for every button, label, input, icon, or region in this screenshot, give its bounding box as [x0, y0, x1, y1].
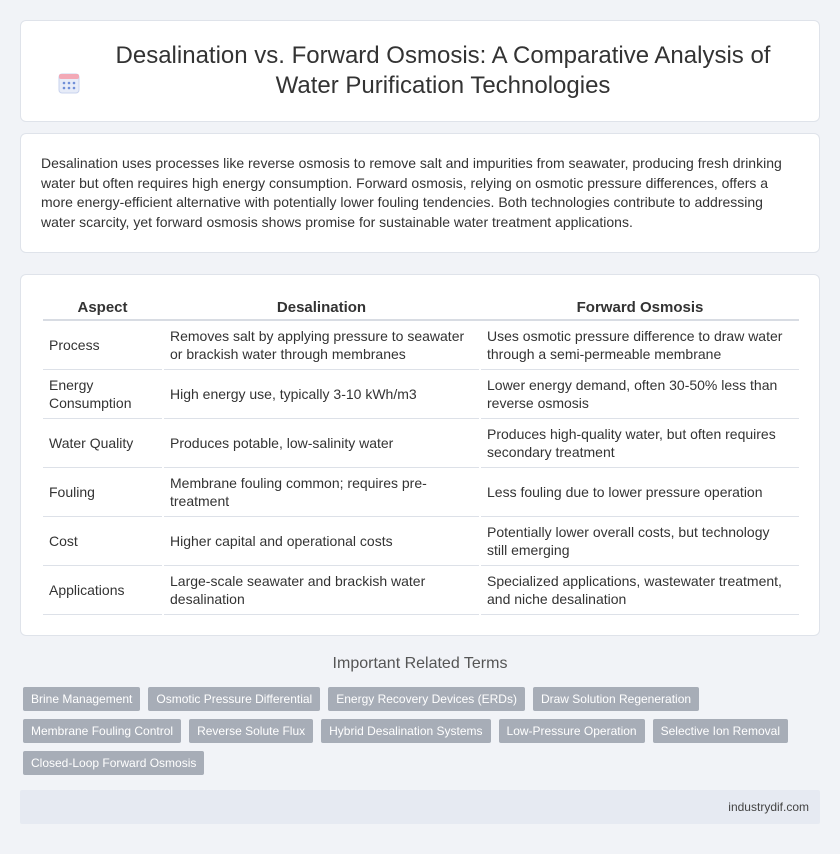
table-row [43, 467, 799, 516]
cell-forward-osmosis: Produces high-quality water, but often requires secondary treatment [480, 418, 799, 467]
cell-aspect: Cost [43, 516, 163, 565]
cell-desalination: Produces potable, low-salinity water [163, 418, 480, 467]
cell-forward-osmosis: Uses osmotic pressure difference to draw water through a semi-permeable membrane [480, 320, 799, 369]
cell-aspect: Energy Consumption [43, 369, 163, 418]
comparison-table-card [20, 274, 820, 636]
related-term-tag[interactable]: Selective Ion Removal [653, 719, 788, 743]
cell-forward-osmosis: Specialized applications, wastewater treatment, and niche desalination [480, 565, 799, 614]
title-wrap [40, 41, 800, 101]
calendar-grid-icon [57, 71, 81, 95]
footer-site-link[interactable]: industrydif.com [728, 800, 809, 814]
table-header-row [43, 295, 799, 320]
cell-desalination: Large-scale seawater and brackish water desalination [163, 565, 480, 614]
cell-aspect: Applications [43, 565, 163, 614]
cell-forward-osmosis: Less fouling due to lower pressure operation [480, 467, 799, 516]
cell-desalination: High energy use, typically 3-10 kWh/m3 [163, 369, 480, 418]
related-term-tag[interactable]: Reverse Solute Flux [189, 719, 313, 743]
related-term-tag[interactable]: Draw Solution Regeneration [533, 687, 699, 711]
cell-desalination: Removes salt by applying pressure to seawater or brackish water through membranes [163, 320, 480, 369]
intro-card [20, 133, 820, 253]
table-row [43, 565, 799, 614]
table-row [43, 418, 799, 467]
cell-forward-osmosis: Potentially lower overall costs, but technology still emerging [480, 516, 799, 565]
related-term-tag[interactable]: Brine Management [23, 687, 140, 711]
related-term-tag[interactable]: Low-Pressure Operation [499, 719, 645, 743]
cell-desalination: Membrane fouling common; requires pre-treatment [163, 467, 480, 516]
related-terms-heading: Important Related Terms [332, 655, 508, 672]
comparison-table [43, 295, 799, 615]
page-title: Desalination vs. Forward Osmosis: A Comparative Analysis of Water Purification Technologies [115, 42, 771, 99]
related-term-tag[interactable]: Hybrid Desalination Systems [321, 719, 490, 743]
related-term-tag[interactable]: Energy Recovery Devices (ERDs) [328, 687, 525, 711]
header-forward-osmosis: Forward Osmosis [480, 295, 799, 320]
cell-aspect: Water Quality [43, 418, 163, 467]
cell-forward-osmosis: Lower energy demand, often 30-50% less than reverse osmosis [480, 369, 799, 418]
related-term-tag[interactable]: Closed-Loop Forward Osmosis [23, 751, 204, 775]
table-row [43, 369, 799, 418]
cell-aspect: Fouling [43, 467, 163, 516]
cell-aspect: Process [43, 320, 163, 369]
table-row [43, 516, 799, 565]
footer-bar [20, 790, 820, 824]
related-term-tag[interactable]: Osmotic Pressure Differential [148, 687, 320, 711]
header-aspect: Aspect [43, 295, 163, 320]
cell-desalination: Higher capital and operational costs [163, 516, 480, 565]
table-row [43, 320, 799, 369]
related-term-tag[interactable]: Membrane Fouling Control [23, 719, 181, 743]
title-card [20, 20, 820, 122]
intro-paragraph: Desalination uses processes like reverse osmosis to remove salt and impurities from seawater, producing fresh drinking water but often requires high energy consumption. Forward osmosis, relying on osmotic pressure differences, offers a more energy-efficient alternative with potentially lower fouling tendencies. Both technologies contribute to addressing water scarcity, yet forward osmosis shows promise for sustainable water treatment applications. [41, 155, 782, 230]
related-terms-list [23, 687, 803, 775]
header-desalination: Desalination [163, 295, 480, 320]
